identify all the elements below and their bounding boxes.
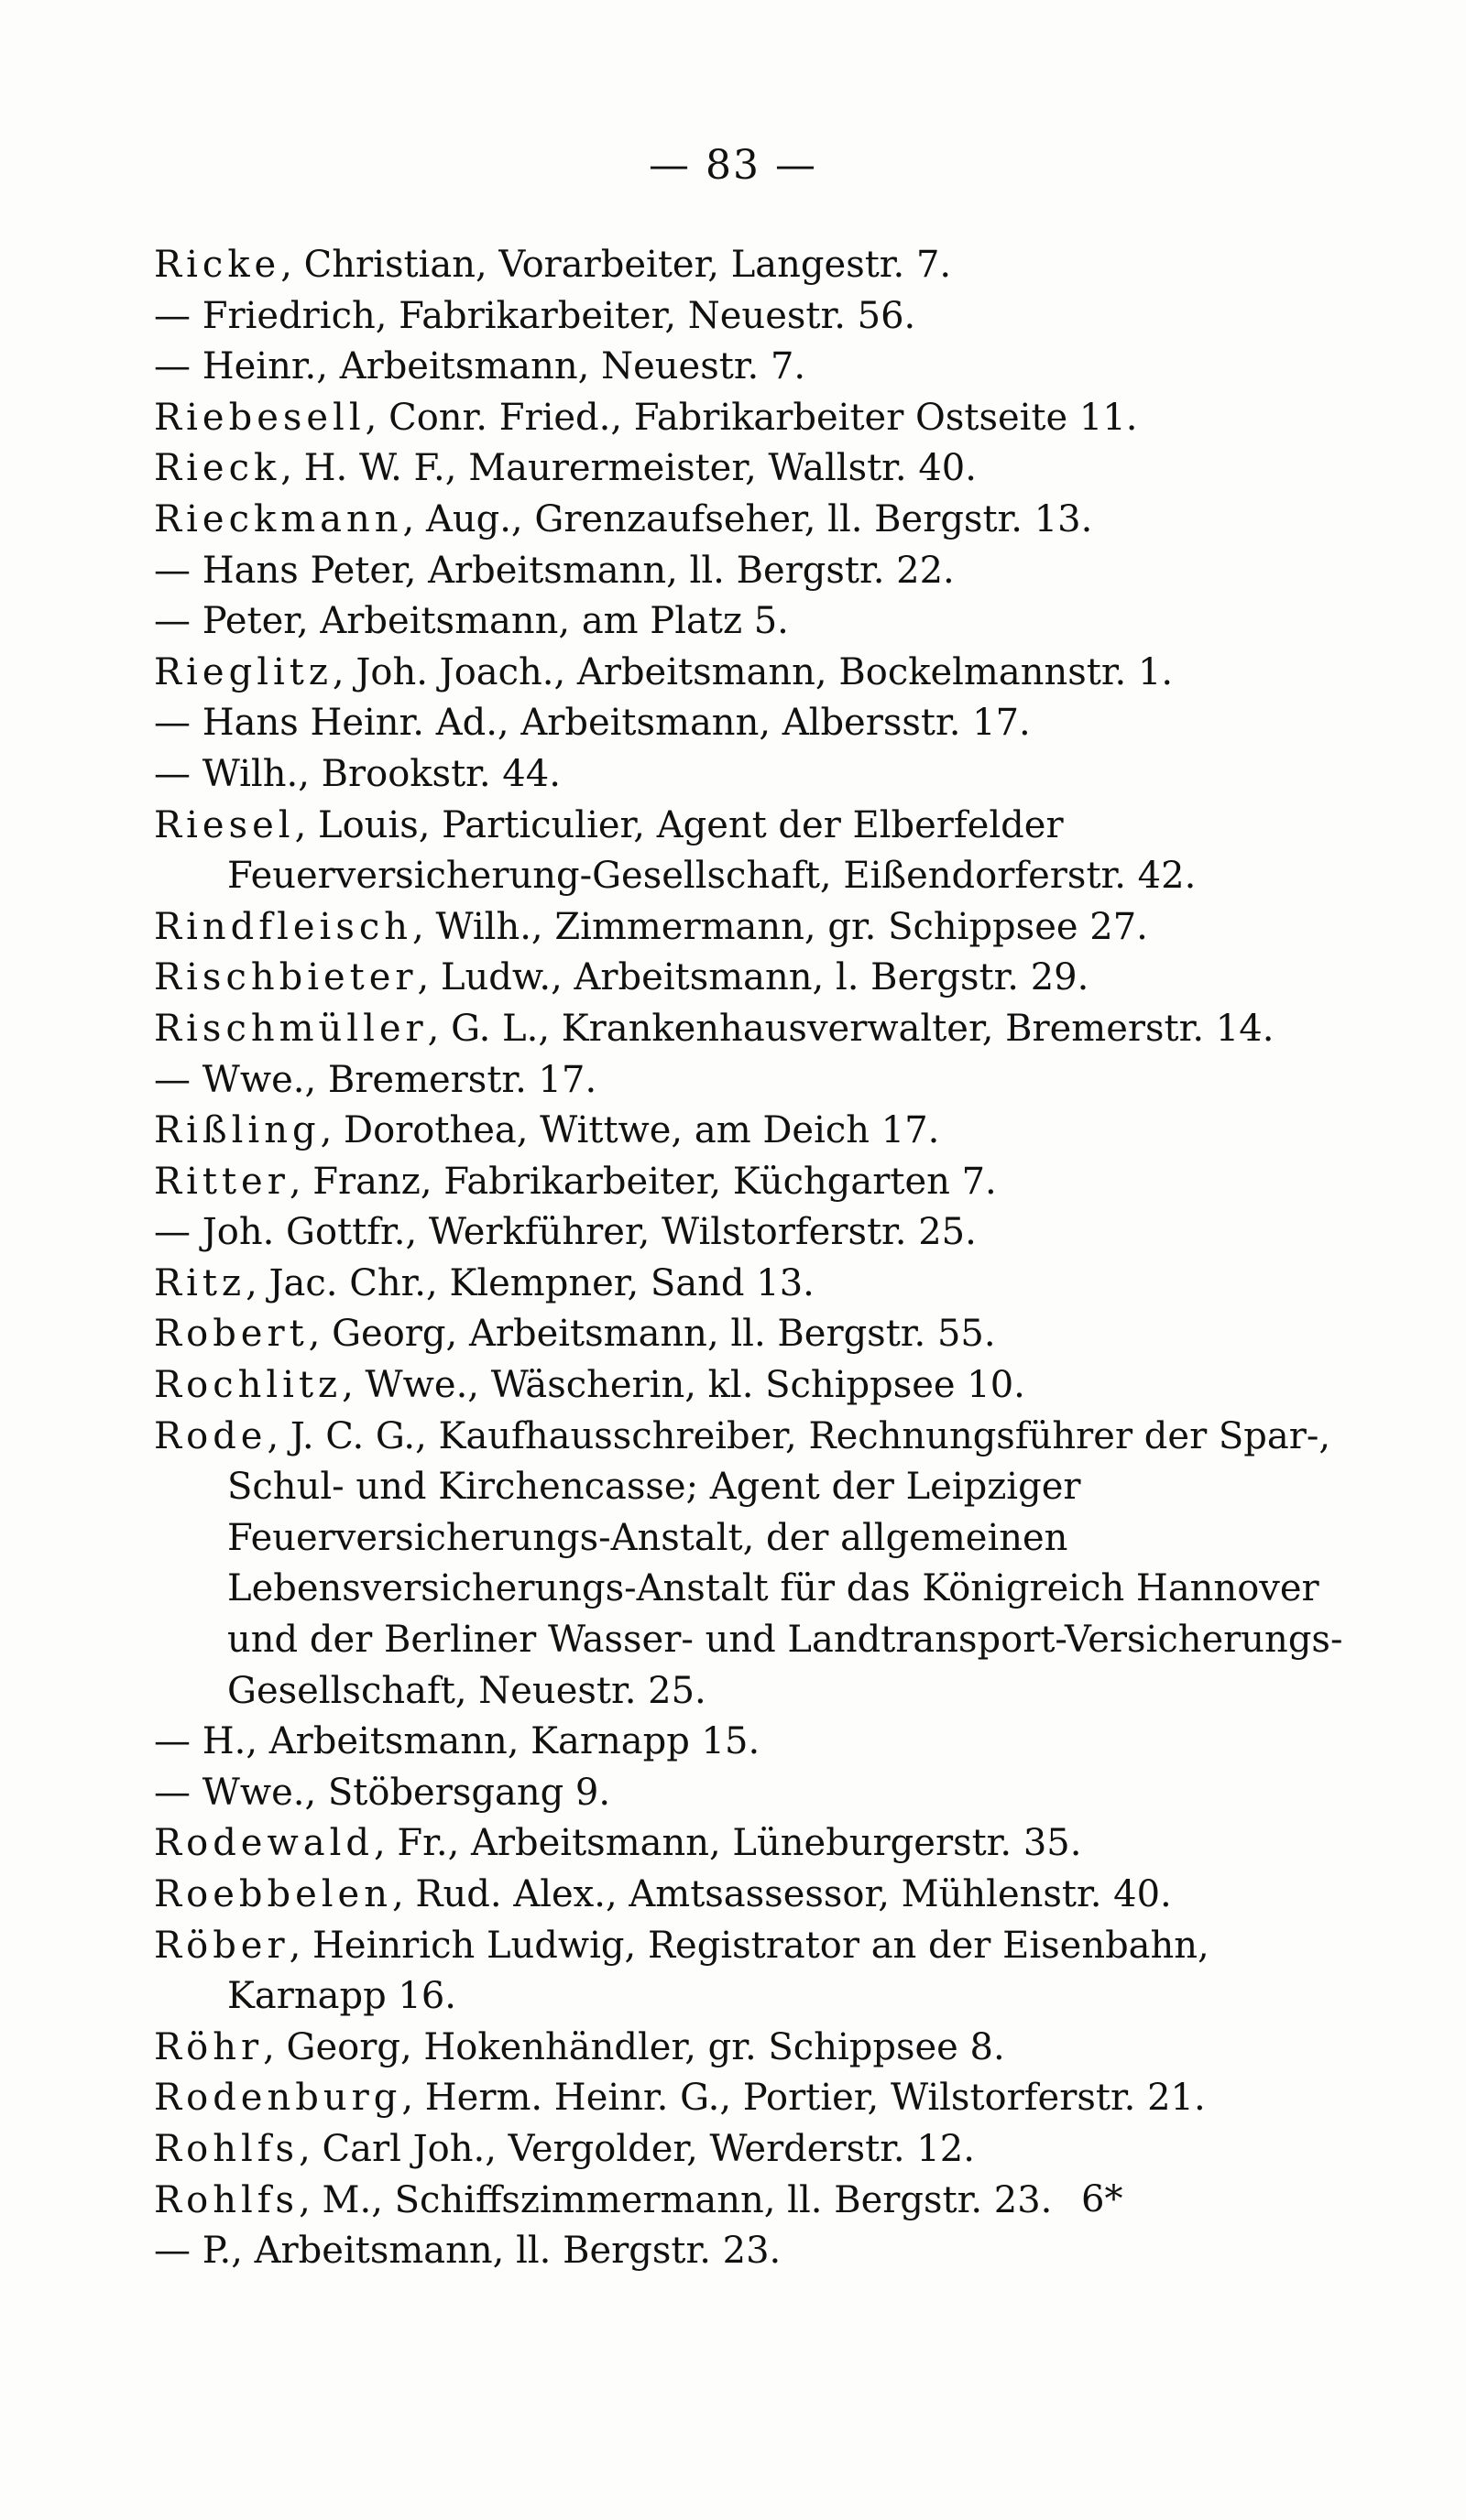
directory-entry: [154, 2226, 1345, 2277]
entry-surname: Rodenburg: [154, 2077, 402, 2120]
directory-entry: [154, 546, 1345, 597]
directory-entry: [154, 1259, 1345, 1310]
entry-surname: Riebesell: [154, 396, 366, 439]
entry-surname: Rodewald: [154, 1822, 374, 1865]
directory-entry: [154, 698, 1345, 749]
entry-text: — Joh. Gottfr., Werkführer, Wilstorferstr. 25.: [154, 1211, 977, 1254]
entry-surname: Roebbelen: [154, 1873, 392, 1915]
entry-text: , Herm. Heinr. G., Portier, Wilstorferstr. 21.: [401, 2077, 1206, 2120]
entry-text: — Wwe., Stöbersgang 9.: [154, 1771, 611, 1814]
directory-entry: [154, 648, 1345, 699]
entry-text: , M., Schiffszimmermann, ll. Bergstr. 23.: [299, 2178, 1053, 2221]
entry-text: — Wilh., Brookstr. 44.: [154, 752, 561, 795]
entry-text: , Carl Joh., Vergolder, Werderstr. 12.: [299, 2127, 975, 2170]
entry-text: — Hans Heinr. Ad., Arbeitsmann, Albersstr. 17.: [154, 702, 1031, 745]
entry-surname: Rochlitz: [154, 1364, 343, 1407]
entry-surname: Ritter: [154, 1160, 290, 1203]
directory-entry: [154, 801, 1345, 902]
directory-entry: [154, 1207, 1345, 1259]
entry-text: , Louis, Particulier, Agent der Elberfelder Feuerversicherung-Gesellschaft, Eißendorferstr. 42.: [227, 803, 1197, 898]
entry-surname: Röhr: [154, 2025, 264, 2068]
entry-surname: Rohlfs: [154, 2178, 300, 2221]
entry-text: , Joh. Joach., Arbeitsmann, Bockelmannstr. 1.: [332, 650, 1174, 693]
directory-entry: [154, 1309, 1345, 1360]
directory-entry: [154, 1360, 1345, 1412]
entry-text: , Rud. Alex., Amtsassessor, Mühlenstr. 40.: [391, 1873, 1172, 1915]
signature-mark: 6*: [1081, 2178, 1123, 2220]
entry-text: — Heinr., Arbeitsmann, Neuestr. 7.: [154, 345, 806, 388]
entry-text: , Wilh., Zimmermann, gr. Schippsee 27.: [412, 905, 1148, 948]
directory-entry: [154, 1870, 1345, 1921]
directory-entry: [154, 495, 1345, 546]
entry-text: — P., Arbeitsmann, ll. Bergstr. 23.: [154, 2230, 782, 2273]
entry-surname: Ritz: [154, 1261, 246, 1304]
entry-surname: Rindfleisch: [154, 905, 413, 948]
entry-text: , Aug., Grenzaufseher, ll. Bergstr. 13.: [402, 497, 1093, 540]
directory-entry: [154, 1157, 1345, 1208]
directory-entry: [154, 1921, 1345, 2023]
directory-entry: [154, 443, 1345, 495]
entry-surname: Ricke: [154, 244, 281, 286]
directory-entry: [154, 1055, 1345, 1107]
entry-surname: Rischmüller: [154, 1007, 428, 1050]
entry-text: — Peter, Arbeitsmann, am Platz 5.: [154, 600, 789, 643]
entry-surname: Rieckmann: [154, 497, 403, 540]
entry-text: — H., Arbeitsmann, Karnapp 15.: [154, 1720, 760, 1763]
directory-entry: [154, 291, 1345, 343]
directory-entry: [154, 240, 1345, 291]
entry-text: , J. C. G., Kaufhausschreiber, Rechnungsführer der Spar-, Schul- und Kirchencasse; Agent der Leipziger Feuerversicherungs-Anstalt, der allgemeinen Lebensversicherungs-Anstalt für das Königreich Hannover und der Berliner Wasser- und Landtransport-Versicherungs-Gesellschaft, Neuestr. 25.: [227, 1414, 1343, 1712]
directory-entries: [154, 240, 1345, 2277]
directory-entry: [154, 1106, 1345, 1157]
directory-entry: [154, 1768, 1345, 1819]
directory-entry: [154, 393, 1345, 444]
directory-entry: [154, 2023, 1345, 2074]
directory-entry: [154, 2176, 1345, 2227]
directory-entry: [154, 342, 1345, 393]
entry-surname: Rißling: [154, 1109, 321, 1152]
directory-entry: [154, 2073, 1345, 2124]
entry-text: , Christian, Vorarbeiter, Langestr. 7.: [280, 244, 952, 286]
entry-text: , Ludw., Arbeitsmann, l. Bergstr. 29.: [417, 956, 1089, 999]
entry-surname: Riesel: [154, 803, 295, 846]
entry-surname: Röber: [154, 1924, 290, 1967]
entry-surname: Rischbieter: [154, 956, 418, 999]
directory-entry: [154, 1412, 1345, 1718]
entry-surname: Rieck: [154, 447, 281, 490]
entry-text: — Hans Peter, Arbeitsmann, ll. Bergstr. 22.: [154, 549, 955, 592]
directory-entry: [154, 1004, 1345, 1055]
directory-entry: [154, 902, 1345, 954]
entry-text: , Franz, Fabrikarbeiter, Küchgarten 7.: [289, 1160, 997, 1203]
entry-surname: Rode: [154, 1414, 268, 1457]
entry-surname: Rohlfs: [154, 2127, 300, 2170]
entry-text: , Jac. Chr., Klempner, Sand 13.: [246, 1261, 815, 1304]
entry-text: — Wwe., Bremerstr. 17.: [154, 1058, 597, 1101]
directory-entry: [154, 2124, 1345, 2176]
directory-entry: [154, 953, 1345, 1004]
directory-entry: [154, 596, 1345, 648]
entry-text: , H. W. F., Maurermeister, Wallstr. 40.: [280, 447, 977, 490]
directory-entry: [154, 1818, 1345, 1870]
entry-text: — Friedrich, Fabrikarbeiter, Neuestr. 56.: [154, 294, 916, 337]
entry-surname: Rieglitz: [154, 650, 333, 693]
entry-text: , G. L., Krankenhausverwalter, Bremerstr. 14.: [427, 1007, 1275, 1050]
directory-entry: [154, 1717, 1345, 1768]
entry-text: , Fr., Arbeitsmann, Lüneburgerstr. 35.: [373, 1822, 1082, 1865]
entry-text: , Georg, Arbeitsmann, ll. Bergstr. 55.: [308, 1313, 996, 1356]
entry-text: , Dorothea, Wittwe, am Deich 17.: [320, 1109, 940, 1152]
page-number: — 83 —: [649, 142, 817, 189]
directory-entry: [154, 749, 1345, 801]
entry-surname: Robert: [154, 1313, 309, 1356]
entry-text: , Wwe., Wäscherin, kl. Schippsee 10.: [342, 1364, 1025, 1407]
entry-text: , Conr. Fried., Fabrikarbeiter Ostseite 11.: [365, 396, 1138, 439]
entry-text: , Heinrich Ludwig, Registrator an der Eisenbahn, Karnapp 16.: [227, 1924, 1209, 2018]
entry-text: , Georg, Hokenhändler, gr. Schippsee 8.: [263, 2025, 1005, 2068]
